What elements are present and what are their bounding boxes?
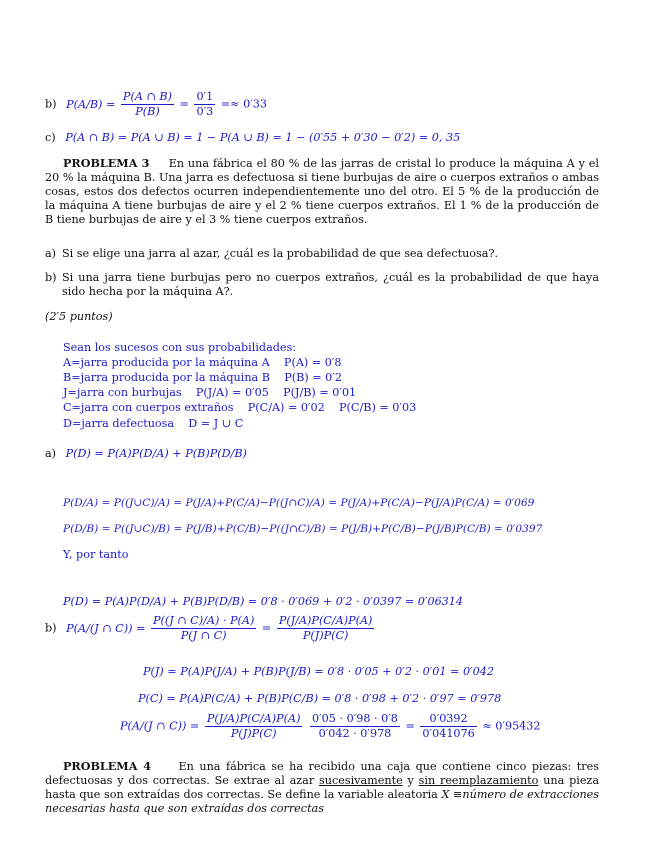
- final-num2: 0′05 · 0′98 · 0′8: [312, 712, 398, 725]
- prev-part-c: [45, 131, 460, 145]
- solution-b-lhs: P(A/(J ∩ C)) =: [66, 621, 146, 635]
- b-den1: P(J ∩ C): [180, 629, 227, 642]
- problema4-mid: y: [402, 774, 419, 787]
- prev-b-frac1: [121, 90, 174, 119]
- b-num1: P((J ∩ C)/A) · P(A): [152, 614, 255, 627]
- final-frac3: [420, 712, 476, 741]
- problema3-question-a: [45, 247, 599, 261]
- final-den1: P(J)P(C): [230, 727, 277, 740]
- therefore-text: Y, por tanto: [63, 548, 129, 561]
- final-num3: 0′0392: [420, 712, 476, 727]
- solution-a-line: [45, 447, 247, 461]
- problema4-underline-1: sucesivamente: [319, 774, 403, 787]
- problema3-title: PROBLEMA 3: [63, 156, 150, 170]
- event-a: A=jarra producida por la máquina A P(A) = 0′8: [63, 356, 342, 369]
- qa-label: a): [45, 247, 57, 260]
- qa-text: Si se elige una jarra al azar, ¿cuál es la probabilidad de que sea defectuosa?.: [62, 247, 498, 260]
- prev-b-frac2: [194, 90, 215, 119]
- b-den2: P(J)P(C): [302, 629, 349, 642]
- prev-b-num2: 0′1: [196, 90, 214, 103]
- final-eq: =: [405, 719, 415, 733]
- final-den3: 0′041076: [422, 727, 475, 740]
- problema4-variable: X ≡número de extracciones necesarias hasta que son extraídas dos correctas: [45, 788, 600, 815]
- prev-b-num1: P(A ∩ B): [122, 90, 172, 103]
- solution-b-label: b): [45, 621, 57, 635]
- solution-a-formula: P(D) = P(A)P(D/A) + P(B)P(D/B): [65, 447, 247, 460]
- solution-b-line: [45, 614, 376, 643]
- prev-c-text: P(A ∩ B) = P(A ∪ B) = 1 − P(A ∪ B) = 1 − (0′55 + 0′30 − 0′2) = 0, 35: [65, 131, 461, 144]
- problema4-text1: En una fábrica se ha recibido una caja que contiene cinco piezas: tres defectuosas y dos correctas. Se extrae al azar: [45, 760, 599, 787]
- solution-a-label: a): [45, 447, 57, 460]
- qb-label: b): [45, 271, 57, 284]
- problema3-text: En una fábrica el 80 % de las jarras de cristal lo produce la máquina A y el 20 % la máquina B. Una jarra es defectuosa si tiene burbujas de aire o cuerpos extraños o ambas cosas, estos dos defectos ocurren independientemente uno del otro. El 5 % de la producción de la máquina A tiene burbujas de aire y el 2 % tiene cuerpos extraños. El 1 % de la producción de B tiene burbujas de aire y el 3 % tiene cuerpos extraños.: [45, 157, 599, 226]
- problema4-underline-2: sin reemplazamiento: [418, 774, 539, 787]
- pj-line: P(J) = P(A)P(J/A) + P(B)P(J/B) = 0′8 · 0′05 + 0′2 · 0′01 = 0′042: [143, 665, 494, 678]
- problema4-title: PROBLEMA 4: [63, 759, 151, 773]
- prev-b-lhs: P(A/B) =: [66, 97, 116, 111]
- final-frac1: [205, 712, 303, 741]
- qb-text: Si una jarra tiene burbujas pero no cuerpos extraños, ¿cuál es la probabilidad de que haya sido hecha por la máquina A?.: [62, 271, 599, 298]
- problema3-question-b: [45, 271, 599, 299]
- pdb-line: P(D/B) = P((J∪C)/B) = P(J/B)+P(C/B)−P((J∩C)/B) = P(J/B)+P(C/B)−P(J/B)P(C/B) = 0′0397: [63, 523, 543, 535]
- prev-b-result: =≈ 0′33: [220, 97, 268, 111]
- final-lhs: P(A/(J ∩ C)) =: [120, 719, 200, 733]
- event-d: D=jarra defectuosa D = J ∪ C: [63, 417, 244, 430]
- pd-result-line: P(D) = P(A)P(D/A) + P(B)P(D/B) = 0′8 · 0′069 + 0′2 · 0′0397 = 0′06314: [63, 595, 464, 608]
- prev-c-label: c): [45, 131, 56, 144]
- final-result: ≈ 0′95432: [482, 719, 541, 733]
- b-num2: P(J/A)P(C/A)P(A): [278, 614, 373, 627]
- final-den2: 0′042 · 0′978: [318, 727, 392, 740]
- pda-line: P(D/A) = P((J∪C)/A) = P(J/A)+P(C/A)−P((J∩C)/A) = P(J/A)+P(C/A)−P(J/A)P(C/A) = 0′069: [63, 497, 535, 509]
- event-b: B=jarra producida por la máquina B P(B) = 0′2: [63, 371, 342, 384]
- problema4-text2: una pieza hasta que son extraídas dos correctas. Se define la variable aleatoria: [45, 774, 599, 801]
- problema3-points: (2′5 puntos): [45, 310, 113, 323]
- prev-b-den1: P(B): [135, 105, 160, 118]
- solution-b-frac2: [277, 614, 375, 643]
- problema3-statement: [45, 156, 599, 227]
- event-j: J=jarra con burbujas P(J/A) = 0′05 P(J/B) = 0′01: [63, 386, 357, 399]
- prev-b-label: b): [45, 97, 57, 111]
- prev-b-eq: =: [179, 97, 189, 111]
- prev-part-b: [45, 90, 267, 119]
- pc-line: P(C) = P(A)P(C/A) + P(B)P(C/B) = 0′8 · 0′98 + 0′2 · 0′97 = 0′978: [138, 692, 502, 705]
- solution-intro: Sean los sucesos con sus probabilidades:: [63, 341, 297, 354]
- event-c: C=jarra con cuerpos extraños P(C/A) = 0′02 P(C/B) = 0′03: [63, 401, 417, 414]
- prev-b-den2: 0′3: [196, 105, 214, 118]
- final-line: [120, 712, 541, 741]
- final-num1: P(J/A)P(C/A)P(A): [206, 712, 301, 725]
- solution-b-frac1: [151, 614, 256, 643]
- final-frac2: [310, 712, 400, 741]
- b-eq: =: [261, 621, 272, 635]
- problema4-statement: [45, 759, 599, 816]
